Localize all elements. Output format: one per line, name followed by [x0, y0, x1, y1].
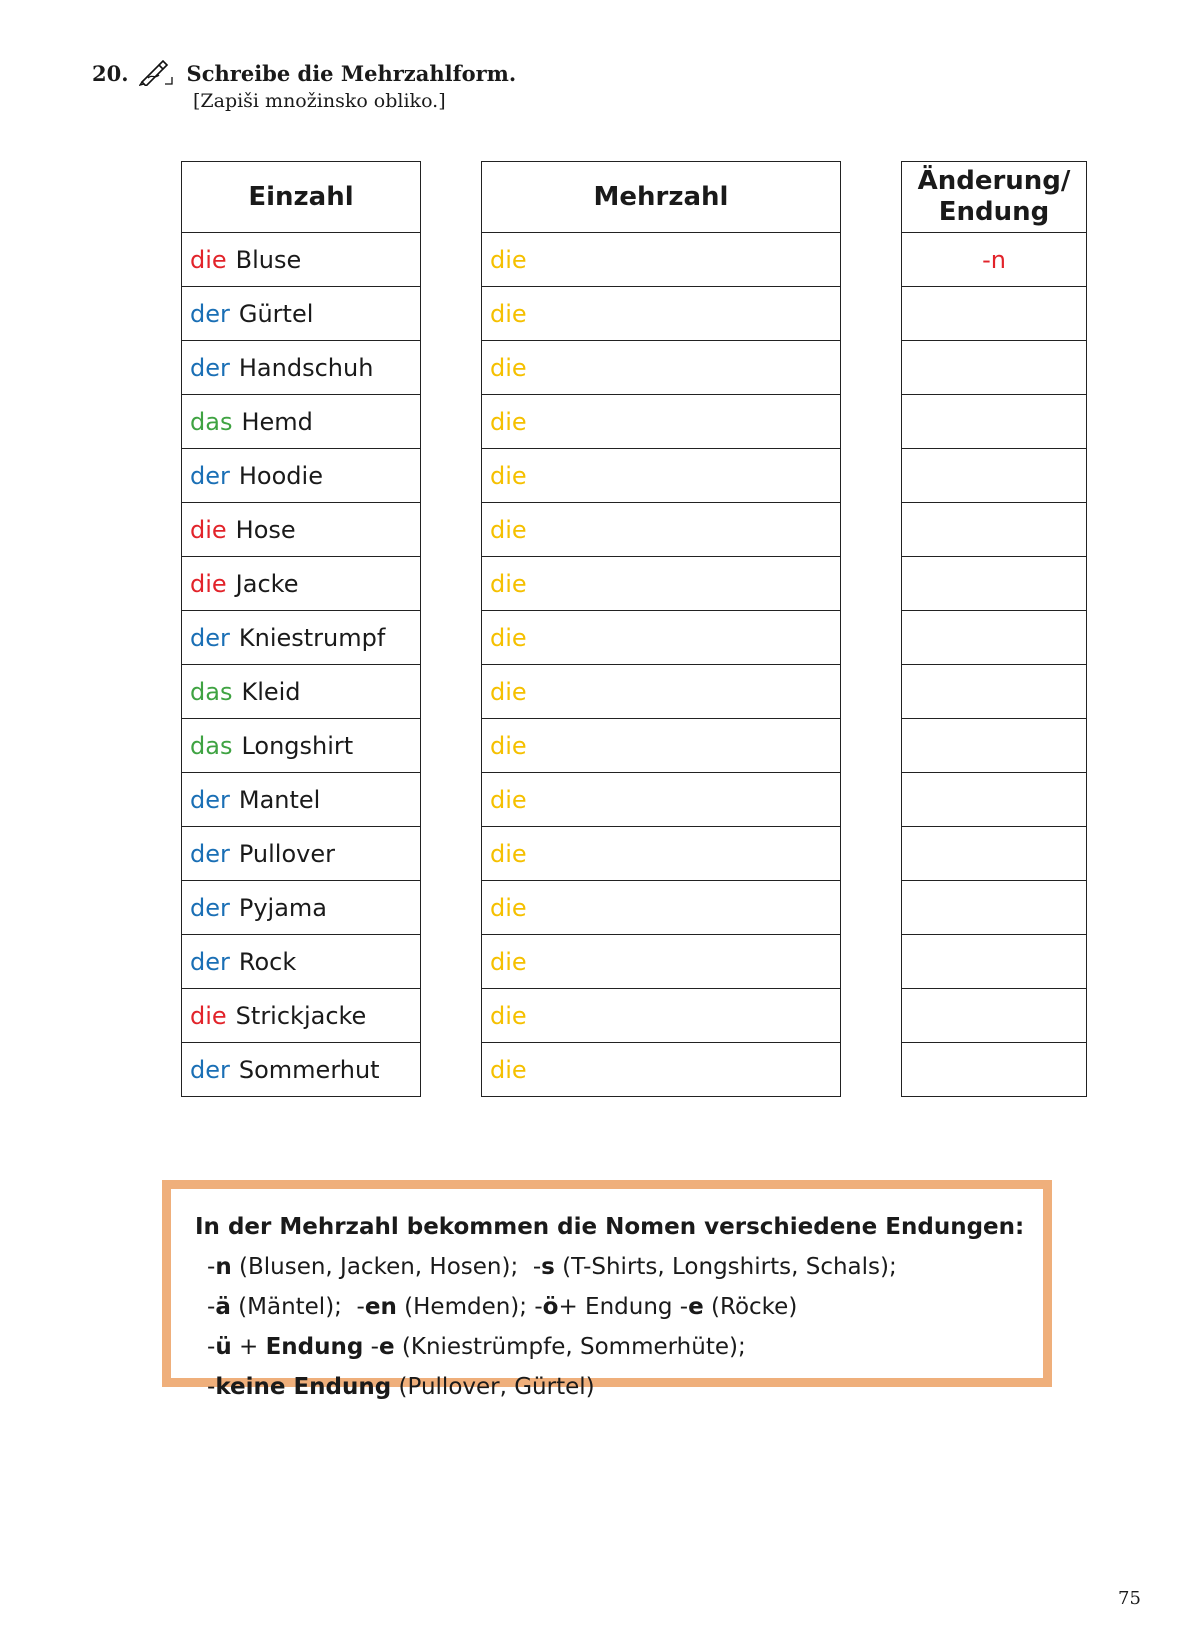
singular-column	[181, 161, 421, 1097]
rule-segment: en	[364, 1294, 397, 1320]
plural-article: die	[490, 623, 527, 652]
plural-article: die	[490, 731, 527, 760]
singular-cell	[182, 233, 421, 287]
noun: Gürtel	[238, 299, 314, 328]
rule-segment: ü	[215, 1334, 232, 1360]
plural-article: die	[490, 407, 527, 436]
article: der	[190, 839, 230, 868]
rule-segment: -	[363, 1334, 379, 1360]
ending-answer-cell[interactable]: -n	[902, 233, 1087, 287]
article: die	[190, 515, 227, 544]
noun: Handschuh	[238, 353, 374, 382]
plural-answer-cell[interactable]	[482, 773, 841, 827]
rule-segment: keine Endung	[215, 1374, 392, 1400]
noun: Sommerhut	[238, 1055, 380, 1084]
plural-article: die	[490, 569, 527, 598]
rule-segment: -	[207, 1254, 216, 1280]
singular-cell	[182, 935, 421, 989]
rule-segment: (Hemden); -	[396, 1294, 543, 1320]
ending-answer-cell[interactable]	[902, 827, 1087, 881]
plural-answer-cell[interactable]	[482, 665, 841, 719]
plural-answer-cell[interactable]	[482, 827, 841, 881]
rule-segment: (Röcke)	[703, 1294, 798, 1320]
rule-segment: ä	[215, 1294, 231, 1320]
writing-hand-icon	[139, 60, 173, 86]
noun: Hoodie	[238, 461, 323, 490]
singular-cell	[182, 611, 421, 665]
plural-answer-cell[interactable]	[482, 395, 841, 449]
article: das	[190, 731, 233, 760]
article: der	[190, 461, 230, 490]
noun: Hemd	[241, 407, 313, 436]
ending-answer-cell[interactable]	[902, 287, 1087, 341]
task-subtitle: [Zapiši množinsko obliko.]	[193, 90, 446, 112]
rule-segment: (Mäntel); -	[230, 1294, 365, 1320]
ending-answer-cell[interactable]	[902, 719, 1087, 773]
plural-article: die	[490, 947, 527, 976]
task-title: Schreibe die Mehrzahlform.	[186, 60, 517, 86]
noun: Hose	[235, 515, 296, 544]
plural-answer-cell[interactable]	[482, 935, 841, 989]
plural-article: die	[490, 353, 527, 382]
rule-line	[195, 1367, 1043, 1407]
singular-cell	[182, 395, 421, 449]
noun: Pyjama	[238, 893, 328, 922]
rule-line	[195, 1247, 1043, 1287]
article: der	[190, 893, 230, 922]
plural-answer-cell[interactable]	[482, 611, 841, 665]
article: das	[190, 407, 233, 436]
singular-cell	[182, 989, 421, 1043]
plural-answer-cell[interactable]	[482, 287, 841, 341]
noun: Pullover	[238, 839, 335, 868]
article: das	[190, 677, 233, 706]
rule-segment: e	[378, 1334, 395, 1360]
plural-article: die	[490, 1001, 527, 1030]
article: der	[190, 785, 230, 814]
plural-rules-box	[162, 1180, 1052, 1400]
noun: Longshirt	[241, 731, 354, 760]
noun: Rock	[238, 947, 297, 976]
task-header	[92, 60, 516, 112]
singular-header: Einzahl	[182, 162, 421, 233]
ending-answer-cell[interactable]	[902, 935, 1087, 989]
rule-segment: -	[207, 1374, 216, 1400]
change-column	[901, 161, 1087, 1097]
plural-article: die	[490, 785, 527, 814]
rule-segment: (Blusen, Jacken, Hosen); -	[231, 1254, 542, 1280]
article: der	[190, 623, 230, 652]
page-number: 75	[1118, 1588, 1141, 1609]
ending-answer-cell[interactable]	[902, 611, 1087, 665]
plural-article: die	[490, 839, 527, 868]
plural-article: die	[490, 245, 527, 274]
ending-answer-cell[interactable]	[902, 503, 1087, 557]
plural-article: die	[490, 515, 527, 544]
plural-answer-cell[interactable]	[482, 449, 841, 503]
singular-cell	[182, 827, 421, 881]
rule-segment: (Pullover, Gürtel)	[391, 1374, 595, 1400]
singular-cell	[182, 287, 421, 341]
article: der	[190, 947, 230, 976]
rule-segment: (Kniestrümpfe, Sommerhüte);	[394, 1334, 746, 1360]
ending-answer-cell[interactable]	[902, 341, 1087, 395]
rules-lines	[195, 1247, 1043, 1407]
rule-segment: -	[207, 1334, 216, 1360]
rule-line	[195, 1287, 1043, 1327]
plural-answer-cell[interactable]	[482, 881, 841, 935]
plural-answer-cell[interactable]	[482, 503, 841, 557]
rule-segment: e	[688, 1294, 704, 1320]
rule-segment: + Endung -	[558, 1294, 689, 1320]
rule-segment: +	[231, 1334, 266, 1360]
singular-cell	[182, 881, 421, 935]
singular-cell	[182, 719, 421, 773]
plural-article: die	[490, 461, 527, 490]
rules-heading: In der Mehrzahl bekommen die Nomen verschiedene Endungen:	[195, 1214, 1025, 1240]
article: der	[190, 353, 230, 382]
ending-answer-cell[interactable]	[902, 665, 1087, 719]
plural-article: die	[490, 299, 527, 328]
singular-cell	[182, 557, 421, 611]
plural-article: die	[490, 677, 527, 706]
singular-cell	[182, 341, 421, 395]
rule-segment: s	[541, 1254, 555, 1280]
plural-article: die	[490, 1055, 527, 1084]
plural-answer-cell[interactable]	[482, 719, 841, 773]
article: der	[190, 299, 230, 328]
noun: Kniestrumpf	[238, 623, 386, 652]
ending-answer-cell[interactable]	[902, 449, 1087, 503]
noun: Jacke	[235, 569, 299, 598]
rule-segment: n	[215, 1254, 232, 1280]
ending-answer-cell[interactable]	[902, 989, 1087, 1043]
article: die	[190, 1001, 227, 1030]
noun: Mantel	[238, 785, 321, 814]
rule-line	[195, 1327, 1043, 1367]
plural-answer-cell[interactable]	[482, 1043, 841, 1097]
noun: Strickjacke	[235, 1001, 367, 1030]
article: die	[190, 245, 227, 274]
change-header-line2: Endung	[938, 197, 1050, 227]
singular-cell	[182, 449, 421, 503]
plural-answer-cell[interactable]	[482, 233, 841, 287]
noun: Kleid	[241, 677, 301, 706]
task-number: 20.	[92, 60, 129, 86]
ending-answer-cell[interactable]	[902, 881, 1087, 935]
plural-header: Mehrzahl	[482, 162, 841, 233]
singular-cell	[182, 503, 421, 557]
noun: Bluse	[235, 245, 302, 274]
plural-column	[481, 161, 841, 1097]
rule-segment: (T-Shirts, Longshirts, Schals);	[554, 1254, 897, 1280]
plural-answer-cell[interactable]	[482, 989, 841, 1043]
plural-answer-cell[interactable]	[482, 557, 841, 611]
singular-cell	[182, 1043, 421, 1097]
rule-segment: ö	[542, 1294, 559, 1320]
rule-segment: -	[207, 1294, 216, 1320]
change-header	[902, 162, 1087, 233]
rule-segment: Endung	[265, 1334, 364, 1360]
ending-answer-cell[interactable]	[902, 1043, 1087, 1097]
change-header-line1: Änderung/	[917, 166, 1071, 196]
article: die	[190, 569, 227, 598]
plural-answer-cell[interactable]	[482, 341, 841, 395]
ending-answer-cell[interactable]	[902, 773, 1087, 827]
singular-cell	[182, 665, 421, 719]
ending-answer-cell[interactable]	[902, 395, 1087, 449]
article: der	[190, 1055, 230, 1084]
singular-cell	[182, 773, 421, 827]
ending-answer-cell[interactable]	[902, 557, 1087, 611]
plural-article: die	[490, 893, 527, 922]
